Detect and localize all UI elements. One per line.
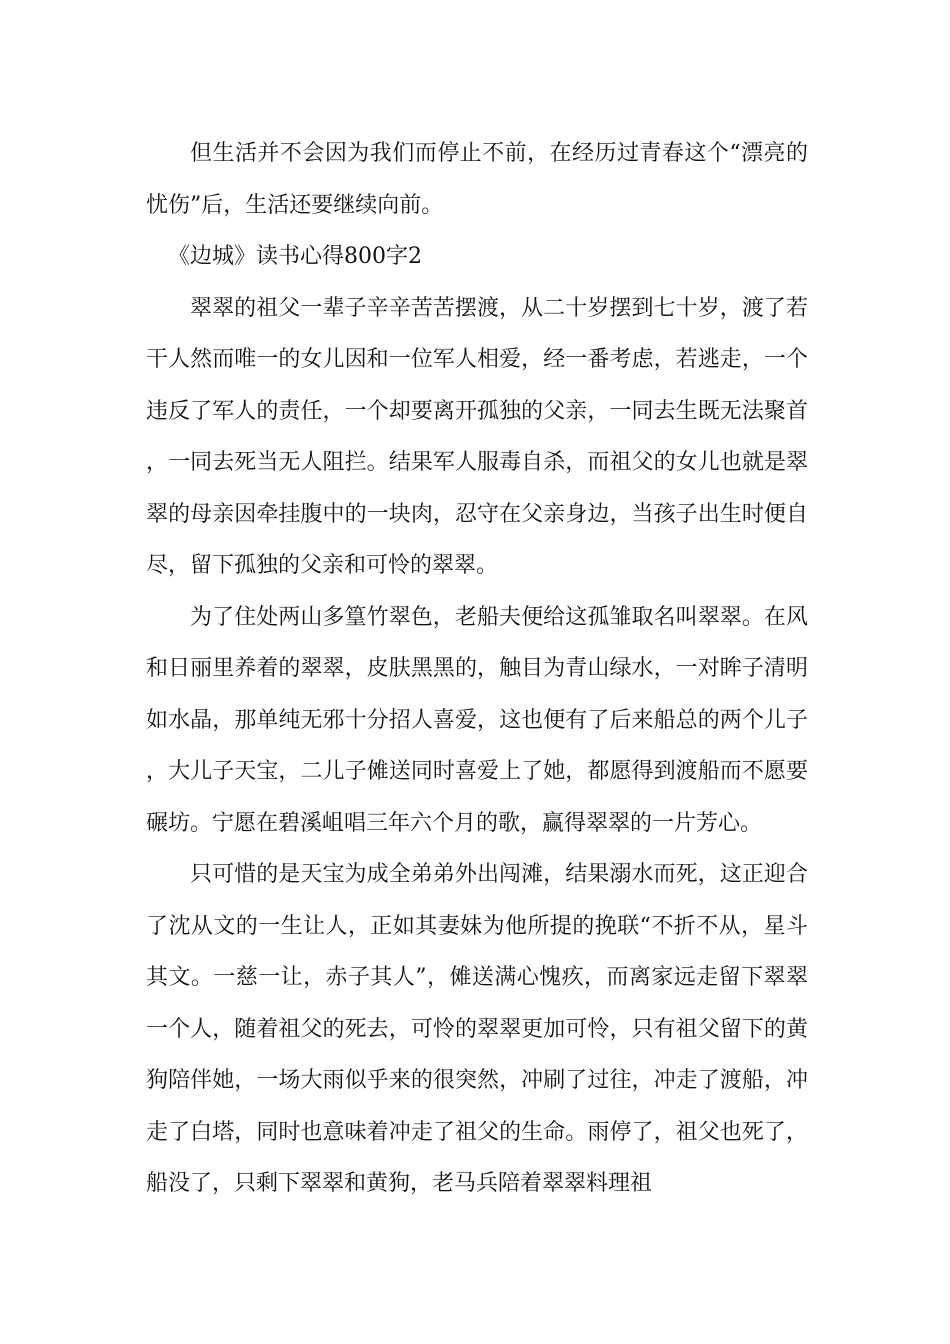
paragraph-continuation: 但生活并不会因为我们而停止不前，在经历过青春这个“漂亮的忧伤”后，生活还要继续向前。 (146, 141, 808, 218)
section-heading: 《边城》读书心得800字2 (168, 244, 422, 269)
paragraph-cuicui-name: 为了住处两山多篁竹翠色，老船夫便给这孤雏取名叫翠翠。在风和日丽里养着的翠翠，皮肤黑黑的，触目为青山绿水，一对眸子清明如水晶，那单纯无邪十分招人喜爱，这也便有了后来船总的两个儿子，大儿子天宝，二儿子傩送同时喜爱上了她，都愿得到渡船而不愿要碾坊。宁愿在碧溪岨唱三年六个月的歌，赢得翠翠的一片芳心。 (146, 604, 808, 836)
paragraph-grandfather: 翠翠的祖父一辈子辛辛苦苦摆渡，从二十岁摆到七十岁，渡了若干人然而唯一的女儿因和一位军人相爱，经一番考虑，若逃走，一个违反了军人的责任，一个却要离开孤独的父亲，一同去生既无法聚首，一同去死当无人阻拦。结果军人服毒自杀，而祖父的女儿也就是翠翠的母亲因牵挂腹中的一块肉，忍守在父亲身边，当孩子出生时便自尽，留下孤独的父亲和可怜的翠翠。 (146, 295, 808, 578)
paragraph-tianbao: 只可惜的是天宝为成全弟弟外出闯滩，结果溺水而死，这正迎合了沈从文的一生让人，正如其妻妹为他所提的挽联“不折不从，星斗其文。一慈一让，赤子其人”，傩送满心愧疚，而离家远走留下翠翠一个人，随着祖父的死去，可怜的翠翠更加可怜，只有祖父留下的黄狗陪伴她，一场大雨似乎来的很突然，冲刷了过往，冲走了渡船，冲走了白塔，同时也意味着冲走了祖父的生命。雨停了，祖父也死了，船没了，只剩下翠翠和黄狗，老马兵陪着翠翠料理祖 (146, 862, 808, 1196)
document-body (146, 128, 808, 1210)
